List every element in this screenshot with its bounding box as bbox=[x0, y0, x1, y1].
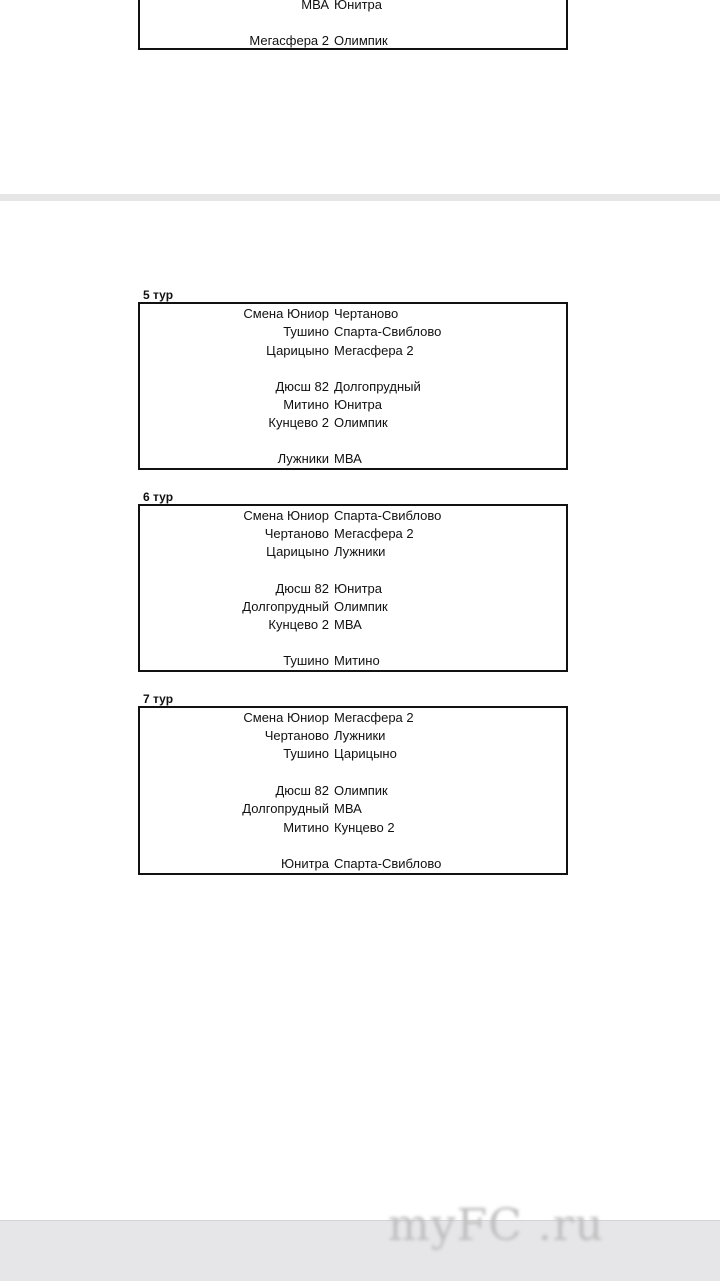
match-row bbox=[140, 342, 566, 360]
match-row bbox=[140, 580, 566, 598]
home-team: Долгопрудный bbox=[242, 599, 329, 614]
match-row bbox=[140, 543, 566, 561]
away-team: Юнитра bbox=[334, 581, 382, 596]
match-row bbox=[140, 709, 566, 727]
home-team: Царицыно bbox=[266, 544, 329, 559]
away-team: Кунцево 2 bbox=[334, 820, 395, 835]
home-team: Смена Юниор bbox=[243, 508, 329, 523]
home-team: Смена Юниор bbox=[243, 306, 329, 321]
watermark: myFC .ru bbox=[388, 1200, 605, 1251]
away-team: Царицыно bbox=[334, 746, 397, 761]
bottom-bar bbox=[0, 1220, 720, 1281]
home-team: МВА bbox=[301, 0, 329, 12]
home-team: Митино bbox=[283, 820, 329, 835]
round-title-7: 7 тур bbox=[143, 692, 174, 706]
away-team: Мегасфера 2 bbox=[334, 343, 414, 358]
home-team: Смена Юниор bbox=[243, 710, 329, 725]
away-team: Долгопрудный bbox=[334, 379, 421, 394]
round-5-box bbox=[138, 302, 568, 470]
match-row bbox=[140, 396, 566, 414]
home-team: Тушино bbox=[283, 746, 329, 761]
round-title-5: 5 тур bbox=[143, 288, 174, 302]
home-team: Лужники bbox=[277, 451, 329, 466]
match-row bbox=[140, 507, 566, 525]
match-row bbox=[140, 727, 566, 745]
away-team: Олимпик bbox=[334, 783, 388, 798]
round-6-box bbox=[138, 504, 568, 672]
home-team: Тушино bbox=[283, 653, 329, 668]
home-team: Дюсш 82 bbox=[275, 379, 329, 394]
home-team: Тушино bbox=[283, 324, 329, 339]
home-team: Кунцево 2 bbox=[268, 617, 329, 632]
match-row bbox=[140, 598, 566, 616]
away-team: Лужники bbox=[334, 728, 386, 743]
home-team: Мегасфера 2 bbox=[249, 33, 329, 48]
away-team: МВА bbox=[334, 801, 362, 816]
away-team: МВА bbox=[334, 451, 362, 466]
away-team: Мегасфера 2 bbox=[334, 710, 414, 725]
away-team: Мегасфера 2 bbox=[334, 526, 414, 541]
match-row bbox=[140, 378, 566, 396]
home-team: Чертаново bbox=[264, 728, 329, 743]
match-row bbox=[140, 800, 566, 818]
away-team: Спарта-Свиблово bbox=[334, 324, 442, 339]
match-row bbox=[140, 450, 566, 468]
away-team: Олимпик bbox=[334, 33, 388, 48]
away-team: Олимпик bbox=[334, 599, 388, 614]
round-4-box bbox=[138, 0, 568, 50]
home-team: Кунцево 2 bbox=[268, 415, 329, 430]
match-row bbox=[140, 855, 566, 873]
away-team: Юнитра bbox=[334, 0, 382, 12]
match-row bbox=[140, 819, 566, 837]
match-row bbox=[140, 32, 566, 50]
home-team: Митино bbox=[283, 397, 329, 412]
away-team: Юнитра bbox=[334, 397, 382, 412]
away-team: Митино bbox=[334, 653, 380, 668]
away-team: Чертаново bbox=[334, 306, 399, 321]
away-team: Спарта-Свиблово bbox=[334, 508, 442, 523]
page-separator bbox=[0, 194, 720, 201]
away-team: Лужники bbox=[334, 544, 386, 559]
match-row bbox=[140, 323, 566, 341]
match-row bbox=[140, 525, 566, 543]
home-team: Долгопрудный bbox=[242, 801, 329, 816]
match-row bbox=[140, 616, 566, 634]
home-team: Дюсш 82 bbox=[275, 581, 329, 596]
match-row bbox=[140, 0, 566, 14]
round-7-box bbox=[138, 706, 568, 875]
match-row bbox=[140, 782, 566, 800]
round-title-6: 6 тур bbox=[143, 490, 174, 504]
match-row bbox=[140, 652, 566, 670]
away-team: Олимпик bbox=[334, 415, 388, 430]
match-row bbox=[140, 745, 566, 763]
document-page-1 bbox=[0, 0, 720, 194]
away-team: МВА bbox=[334, 617, 362, 632]
home-team: Царицыно bbox=[266, 343, 329, 358]
match-row bbox=[140, 414, 566, 432]
home-team: Дюсш 82 bbox=[275, 783, 329, 798]
match-row bbox=[140, 305, 566, 323]
home-team: Юнитра bbox=[281, 856, 329, 871]
away-team: Спарта-Свиблово bbox=[334, 856, 442, 871]
home-team: Чертаново bbox=[264, 526, 329, 541]
